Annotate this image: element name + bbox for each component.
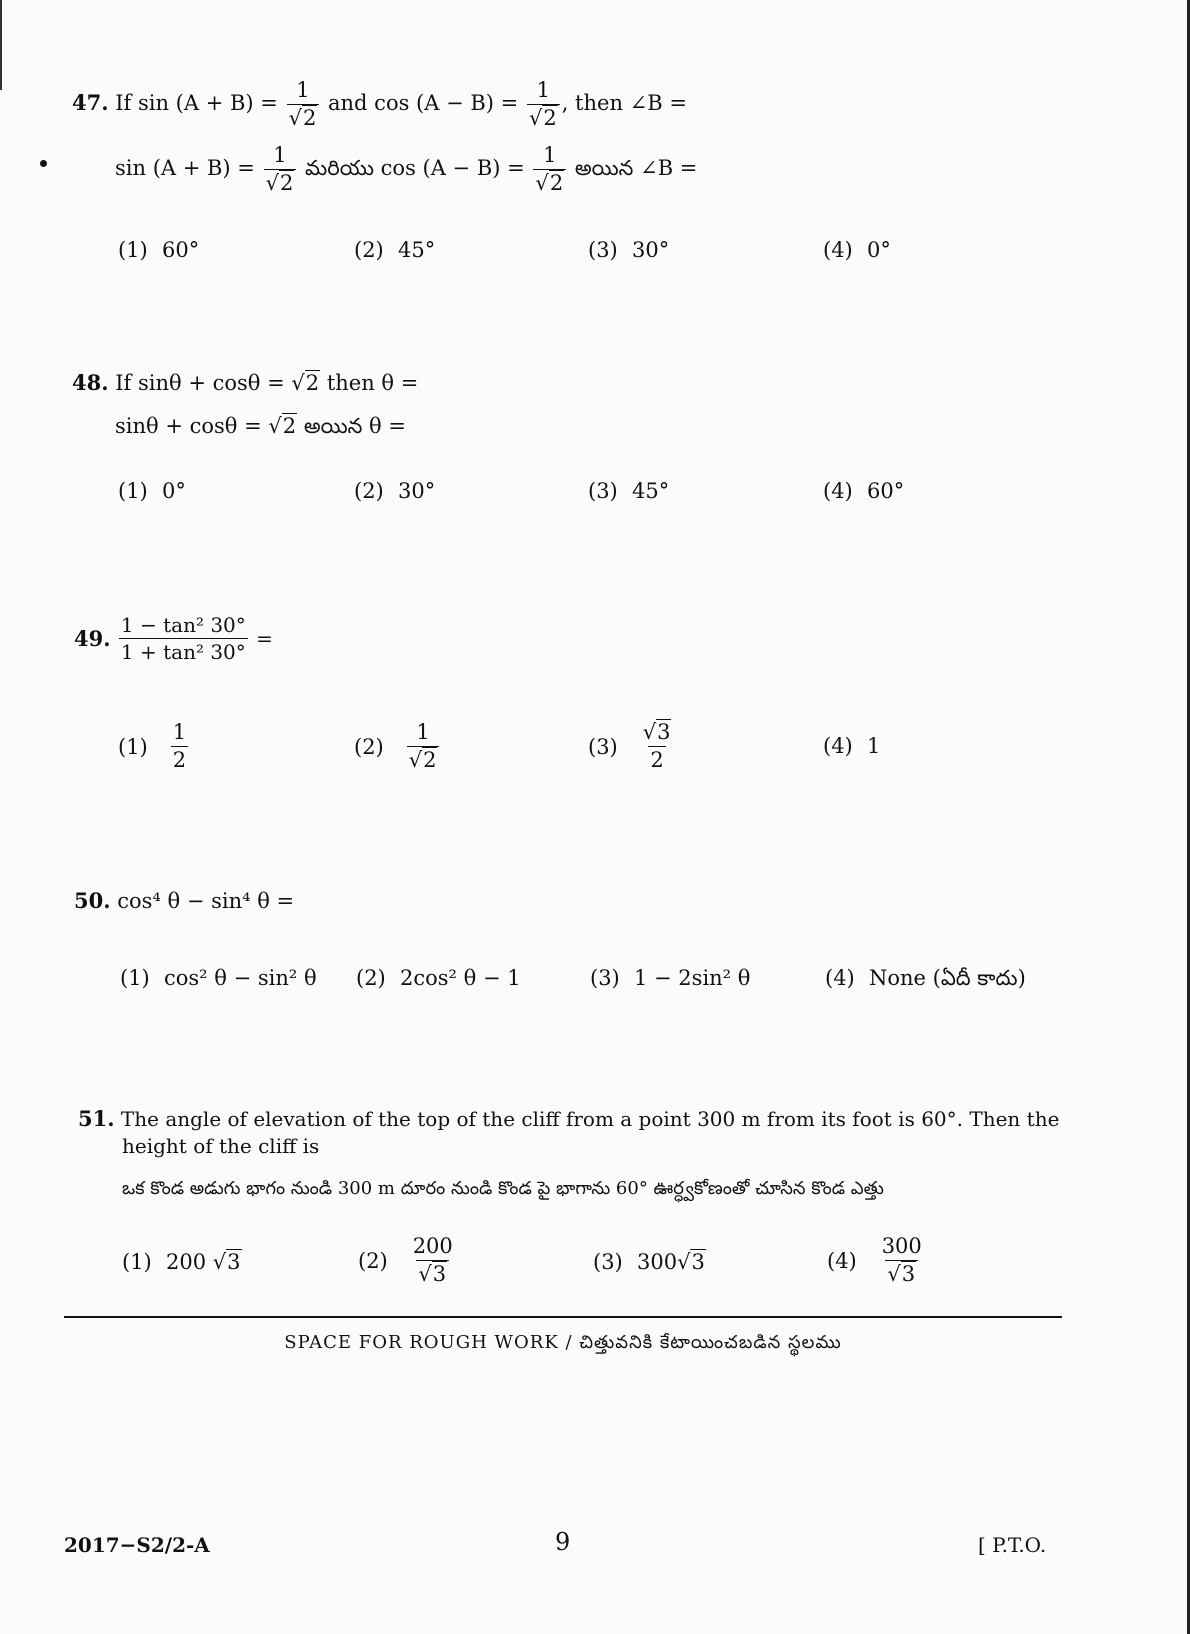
q50-expression: cos⁴ θ − sin⁴ θ = bbox=[117, 889, 295, 913]
left-edge-shadow bbox=[0, 0, 2, 90]
paper-code: 2017−S2/2-A bbox=[64, 1533, 210, 1557]
option-value: 45° bbox=[632, 479, 670, 503]
option-radicand: 3 bbox=[691, 1250, 705, 1274]
rough-work-label: SPACE FOR ROUGH WORK / చిత్తువనికి కేటాయించబడిన స్థలము bbox=[284, 1332, 842, 1353]
q47-telugu bbox=[115, 145, 697, 194]
option-number: (3) bbox=[588, 238, 618, 262]
q48-te-suffix: అయిన θ = bbox=[303, 414, 406, 438]
page-number: 9 bbox=[555, 1528, 571, 1556]
bullet-dot-icon bbox=[40, 160, 47, 167]
q48-option-4 bbox=[823, 479, 904, 503]
option-value: 0° bbox=[162, 479, 186, 503]
option-number: (2) bbox=[354, 734, 384, 759]
option-number: (3) bbox=[590, 966, 620, 990]
option-coefficient: 200 bbox=[166, 1250, 207, 1274]
q51-opt4-fraction bbox=[880, 1236, 924, 1285]
q47-en-mid: and cos (A − B) = bbox=[328, 91, 519, 115]
q49-numerator: 1 − tan² 30° bbox=[120, 613, 246, 637]
q51-telugu: ఒక కొండ అడుగు భాగం నుండి 300 m దూరం నుండి కొండ పై భాగాను 60° ఊర్ధ్వకోణంతో చూసిన కొండ ఎత్తు bbox=[122, 1178, 884, 1199]
q47-te-fraction-1 bbox=[264, 145, 297, 194]
q48-option-2 bbox=[354, 479, 435, 503]
option-number: (3) bbox=[593, 1250, 623, 1274]
q47-te-frac2-den: √2 bbox=[533, 169, 566, 194]
q47-frac-den: √2 bbox=[287, 104, 320, 129]
option-radicand: 3 bbox=[227, 1250, 241, 1274]
q48-en-prefix: If sinθ + cosθ = bbox=[115, 371, 285, 395]
q47-te-prefix: sin (A + B) = bbox=[115, 156, 255, 180]
q48-telugu: sinθ + cosθ = √2 అయిన θ = bbox=[115, 414, 406, 438]
q48-option-3 bbox=[588, 479, 669, 503]
option-value: 30° bbox=[632, 238, 670, 262]
q50-option-4 bbox=[825, 966, 1026, 996]
frac-radicand: 3 bbox=[657, 720, 671, 744]
q47-frac2-den: √2 bbox=[527, 104, 560, 129]
q49-opt1-fraction bbox=[171, 722, 188, 771]
q49-equals: = bbox=[256, 626, 273, 651]
q49-fraction bbox=[119, 615, 248, 662]
frac-den: √3 bbox=[416, 1260, 449, 1285]
q49-opt3-fraction bbox=[641, 722, 674, 771]
frac-den: √3 bbox=[885, 1260, 918, 1285]
option-number: (4) bbox=[823, 734, 853, 758]
q47-en-prefix: If sin (A + B) = bbox=[115, 91, 278, 115]
option-coefficient: 300 bbox=[637, 1250, 678, 1274]
q48-radicand: 2 bbox=[305, 371, 320, 395]
q49-option-4 bbox=[823, 734, 880, 758]
q50-option-1 bbox=[120, 966, 317, 990]
option-value: 60° bbox=[162, 238, 200, 262]
q50-question bbox=[74, 888, 294, 913]
option-number: (2) bbox=[354, 479, 384, 503]
option-number: (1) bbox=[120, 966, 150, 990]
pto-label: [ P.T.O. bbox=[978, 1533, 1047, 1557]
q49-question bbox=[74, 615, 273, 662]
option-number: (3) bbox=[588, 479, 618, 503]
q49-opt2-fraction bbox=[407, 722, 440, 771]
option-number: (1) bbox=[118, 734, 148, 759]
q48-english: 48. If sinθ + cosθ = √2 then θ = bbox=[72, 370, 419, 395]
q47-frac2-num: 1 bbox=[536, 78, 550, 102]
q47-te-frac2-num: 1 bbox=[543, 143, 557, 167]
option-number: (4) bbox=[825, 966, 855, 990]
q48-number: 48. bbox=[72, 370, 109, 395]
q51-english-line1 bbox=[78, 1106, 1059, 1131]
option-number: (4) bbox=[823, 238, 853, 262]
q47-frac-num: 1 bbox=[296, 78, 310, 102]
frac-radicand: 2 bbox=[423, 748, 437, 772]
frac-radicand: 3 bbox=[432, 1262, 447, 1286]
q51-option-2 bbox=[358, 1236, 457, 1285]
option-number: (1) bbox=[118, 238, 148, 262]
q48-en-suffix: then θ = bbox=[326, 371, 419, 395]
q47-te-frac-den: √2 bbox=[264, 169, 297, 194]
q51-en-line2: height of the cliff is bbox=[122, 1134, 320, 1158]
frac-den: 2 bbox=[172, 748, 187, 772]
q47-te-mid: మరియు cos (A − B) = bbox=[305, 156, 525, 180]
q47-te-frac-num: 1 bbox=[273, 143, 287, 167]
option-value: 2cos² θ − 1 bbox=[400, 966, 521, 990]
option-number: (2) bbox=[354, 238, 384, 262]
q47-english bbox=[72, 80, 687, 129]
q47-te-fraction-2 bbox=[533, 145, 566, 194]
option-number: (2) bbox=[356, 966, 386, 990]
q51-opt2-fraction bbox=[411, 1236, 455, 1285]
q48-te-radicand: 2 bbox=[282, 414, 297, 438]
q51-option-1: (1) 200 √3 bbox=[122, 1250, 241, 1274]
q47-option-1 bbox=[118, 238, 199, 262]
frac-num: 200 bbox=[412, 1234, 453, 1258]
frac-radicand: 3 bbox=[901, 1262, 916, 1286]
option-number: (3) bbox=[588, 734, 618, 759]
q47-fraction-1 bbox=[287, 80, 320, 129]
option-value: 1 − 2sin² θ bbox=[634, 966, 751, 990]
q47-frac2-radicand: 2 bbox=[543, 106, 557, 130]
q47-frac-radicand: 2 bbox=[302, 106, 317, 130]
q50-option-2 bbox=[356, 966, 521, 990]
q49-option-3 bbox=[588, 722, 675, 771]
q47-number: 47. bbox=[72, 90, 109, 115]
option-value: 0° bbox=[867, 238, 891, 262]
option-value: 60° bbox=[867, 479, 905, 503]
q49-option-1 bbox=[118, 722, 190, 771]
q47-option-2 bbox=[354, 238, 435, 262]
rough-work-divider bbox=[64, 1316, 1062, 1318]
q51-en-line1: The angle of elevation of the top of the cliff from a point 300 m from its foot is 60°. Then the bbox=[120, 1107, 1060, 1131]
frac-num: 1 bbox=[172, 720, 187, 744]
option-value: None (ఏదీ కాదు) bbox=[869, 966, 1026, 990]
frac-num: √3 bbox=[642, 720, 671, 744]
q49-denominator: 1 + tan² 30° bbox=[120, 640, 246, 664]
q47-option-3 bbox=[588, 238, 669, 262]
q49-number: 49. bbox=[74, 626, 111, 651]
option-number: (2) bbox=[358, 1248, 388, 1273]
q49-option-2 bbox=[354, 722, 441, 771]
q51-number: 51. bbox=[78, 1106, 115, 1131]
q47-te-frac2-radicand: 2 bbox=[549, 171, 564, 195]
q47-te-frac-radicand: 2 bbox=[279, 171, 294, 195]
frac-den: 2 bbox=[650, 748, 664, 772]
option-number: (4) bbox=[823, 479, 853, 503]
option-value: 30° bbox=[398, 479, 436, 503]
q50-option-3 bbox=[590, 966, 750, 990]
option-number: (1) bbox=[122, 1250, 152, 1274]
q50-number: 50. bbox=[74, 888, 111, 913]
q48-option-1 bbox=[118, 479, 186, 503]
q51-option-4 bbox=[827, 1236, 926, 1285]
option-value: 45° bbox=[398, 238, 436, 262]
frac-den: √2 bbox=[407, 746, 440, 771]
option-value: cos² θ − sin² θ bbox=[164, 966, 317, 990]
q48-te-prefix: sinθ + cosθ = bbox=[115, 414, 262, 438]
option-number: (4) bbox=[827, 1248, 857, 1273]
q47-te-suffix: అయిన ∠B = bbox=[574, 156, 698, 180]
option-value: 1 bbox=[867, 734, 881, 758]
q47-option-4 bbox=[823, 238, 891, 262]
option-number: (1) bbox=[118, 479, 148, 503]
frac-num: 300 bbox=[881, 1234, 922, 1258]
q51-option-3: (3) 300√3 bbox=[593, 1250, 705, 1274]
q47-fraction-2 bbox=[527, 80, 560, 129]
q47-en-suffix: , then ∠B = bbox=[561, 91, 687, 115]
frac-num: 1 bbox=[416, 720, 430, 744]
